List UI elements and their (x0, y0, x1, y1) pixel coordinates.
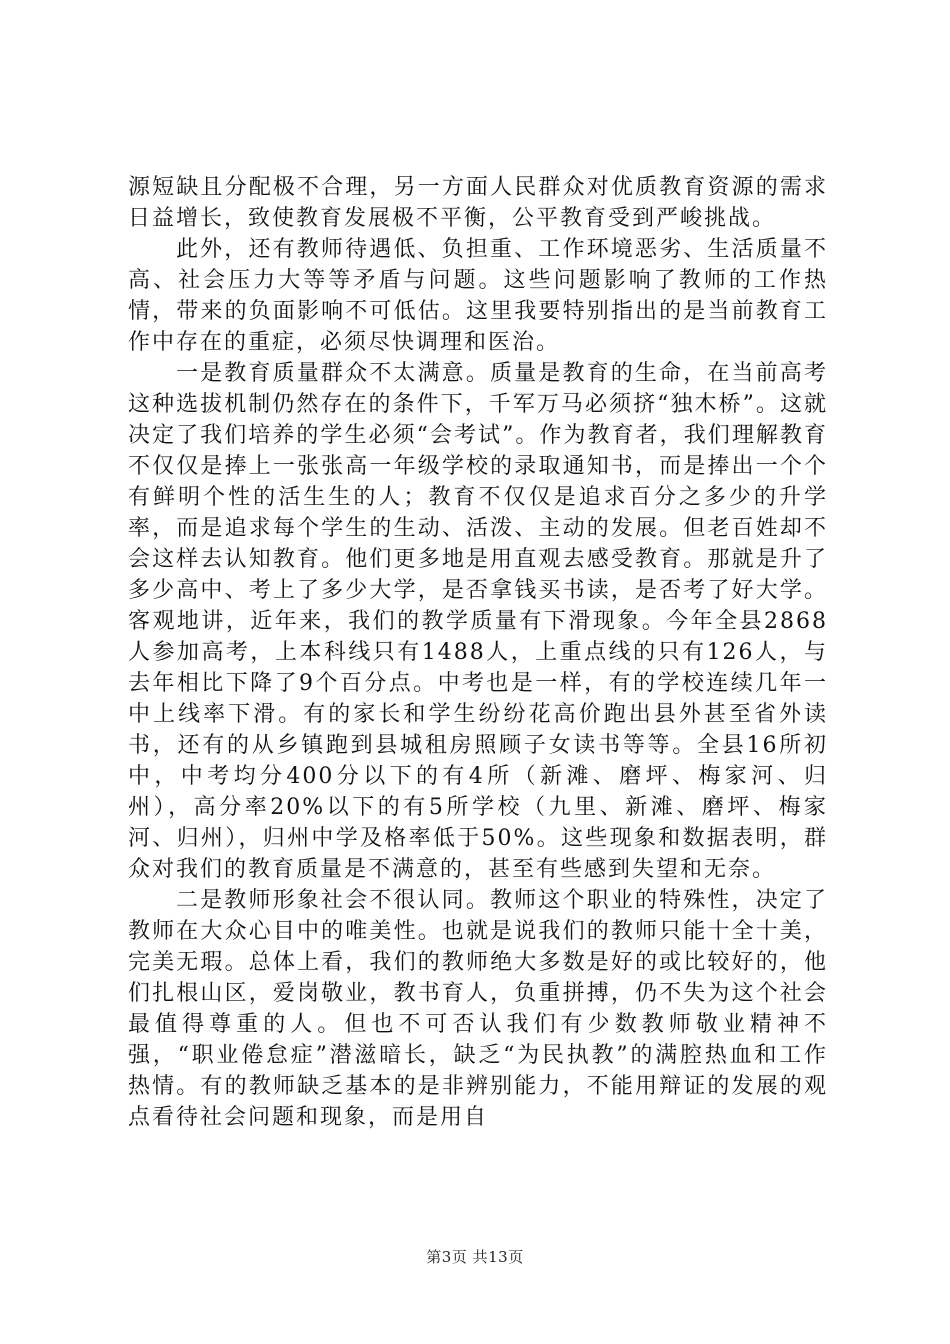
page-footer: 第3页 共13页 (426, 1248, 524, 1266)
document-body (128, 172, 828, 1133)
paragraph-education-quality: 一是教育质量群众不太满意。质量是教育的生命，在当前高考这种选拔机制仍然存在的条件下，千军万马必须挤“独木桥”。这就决定了我们培养的学生必须“会考试”。作为教育者，我们理解教育不仅仅是捧上一张张高一年级学校的录取通知书，而是捧出一个个有鲜明个性的活生生的人；教育不仅仅是追求百分之多少的升学率，而是追求每个学生的生动、活泼、主动的发展。但老百姓却不会这样去认知教育。他们更多地是用直观去感受教育。那就是升了多少高中、考上了多少大学，是否拿钱买书读，是否考了好大学。客观地讲，近年来，我们的教学质量有下滑现象。今年全县2868人参加高考，上本科线只有1488人，上重点线的只有126人，与去年相比下降了9个百分点。中考也是一样，有的学校连续几年一中上线率下滑。有的家长和学生纷纷花高价跑出县外甚至省外读书，还有的从乡镇跑到县城租房照顾子女读书等等。全县16所初中，中考均分400分以下的有4所（新滩、磨坪、梅家河、归州），高分率20%以下的有5所学校（九里、新滩、磨坪、梅家河、归州），归州中学及格率低于50%。这些现象和数据表明，群众对我们的教育质量是不满意的，甚至有些感到失望和无奈。 (128, 361, 828, 882)
paragraph-teacher-image: 二是教师形象社会不很认同。教师这个职业的特殊性，决定了教师在大众心目中的唯美性。也就是说我们的教师只能十全十美，完美无瑕。总体上看，我们的教师绝大多数是好的或比较好的，他们扎根山区，爱岗敬业，教书育人，负重拼搏，仍不失为这个社会最值得尊重的人。但也不可否认我们有少数教师敬业精神不强，“职业倦怠症”潜滋暗长，缺乏“为民执教”的满腔热血和工作热情。有的教师缺乏基本的是非辨别能力，不能用辩证的发展的观点看待社会问题和现象，而是用自 (128, 888, 828, 1130)
paragraph-teacher-issues: 此外，还有教师待遇低、负担重、工作环境恶劣、生活质量不高、社会压力大等等矛盾与问题。这些问题影响了教师的工作热情，带来的负面影响不可低估。这里我要特别指出的是当前教育工作中存在的重症，必须尽快调理和医治。 (128, 237, 828, 355)
paragraph-continuation: 源短缺且分配极不合理，另一方面人民群众对优质教育资源的需求日益增长，致使教育发展极不平衡，公平教育受到严峻挑战。 (128, 175, 828, 231)
